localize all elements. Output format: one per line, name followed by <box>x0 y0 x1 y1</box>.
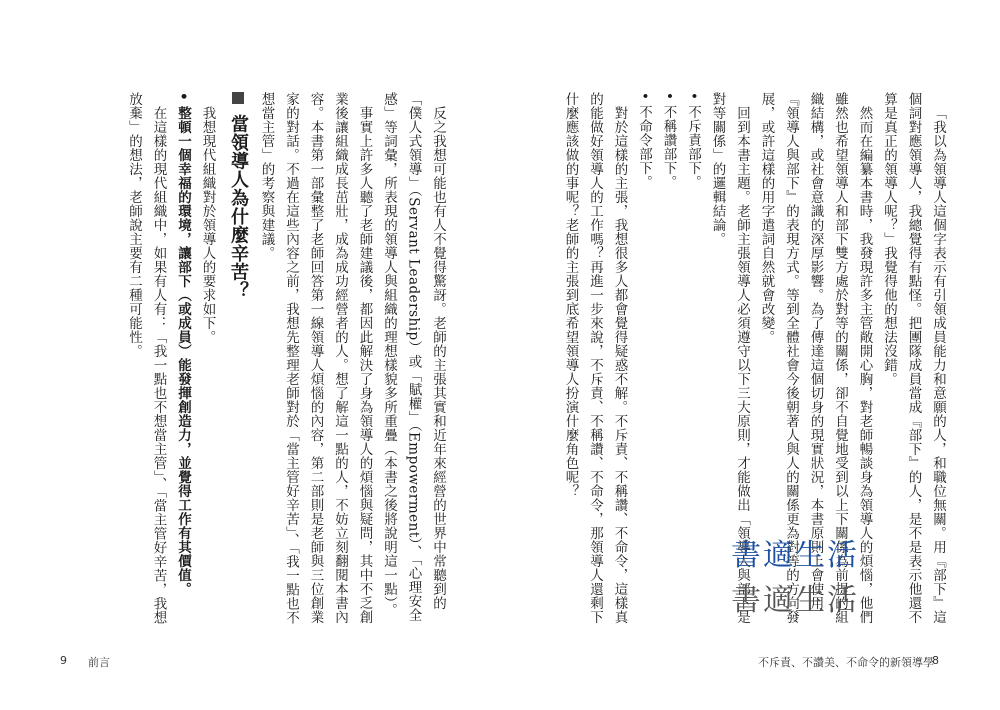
watermark-logo: 書適生活 <box>731 538 859 573</box>
list-item: • 整頓一個幸福的環境，讓部下（或成員）能發揮創造力，並覺得工作有其價值。 <box>175 92 191 597</box>
paragraph: 然而在編纂本書時，我發現許多主管敞開心胸，對老師暢談身為領導人的煩惱，他們雖然也希望領導人和部下雙方處於對等的關係，卻不自覺地受到以上下關係為前提的組織結構，或社會意識的深厚影響。為了傳達這個切身的現實狀況，本書原則上會使用『領導人與部下』的表現方式。等到全體社會今後朝著人與人的關係更為對等的方向發展，或許這樣的用字遣詞自然就會改變。 <box>758 92 873 624</box>
watermark-logo-shadow: 書適生活 <box>731 583 859 618</box>
list-item: • 不稱讚部下。 <box>660 92 677 190</box>
paragraph: 反之我想可能也有人不覺得驚訝。老師的主張其實和近年來經營的世界中常聽到的「僕人式領導」（Servant Leadership）或「賦權」（Empowerment）、「心理安全感」等詞彙，所表現的領導人與組織的理想樣貌多所重疊（本書之後將說明這一點）。 <box>381 92 446 623</box>
list-item: • 不斥責部下。 <box>685 92 701 190</box>
paragraph: 事實上許多人聽了老師建議後，都因此解決了身為領導人的煩惱與疑問，其中不乏創業後讓組織成長茁壯，成為成功經營者的人。想了解這一點的人，不妨立刻翻閱本書內容。本書第一部彙整了老師回答第一線領導人煩惱的內容，第二部則是老師與三位創業家的對話。不過在這些內容之前，我想先整理老師對於「當主管好辛苦」、「我一點也不想當主管」的考察與建議。 <box>258 92 373 625</box>
paragraph: 對於這樣的主張，我想很多人都會覺得疑惑不解。不斥責、不稱讚、不命令，這樣真的能做好領導人的工作嗎？再進一步來說，不斥責、不稱讚、不命令，那領導人還剩下什麼應該做的事呢？老師的主張到底希望領導人扮演什麼角色呢？ <box>562 92 628 624</box>
running-title: 不斥責、不讚美、不命令的新領導學 <box>758 656 934 669</box>
running-title: 前言 <box>88 656 110 669</box>
square-bullet-icon <box>232 92 244 104</box>
page-number: 9 <box>60 654 67 667</box>
list-item: • 不命令部下。 <box>636 92 652 190</box>
left-page-body <box>122 92 451 627</box>
paragraph: 在這樣的現代組織中，如果有人有：「我一點也不想當主管」、「當主管好辛苦，我想放棄」的想法，老師說主要有二種可能性。 <box>126 92 167 624</box>
page-number: 8 <box>932 654 939 667</box>
paragraph: 「我以為領導人這個字表示有引領成員能力和意願的人，和職位無關。用『部下』這個詞對應領導人，我總覺得有點怪。把團隊成員當成『部下』的人，是不是表示他還不算是真正的領導人呢？」我覺得他的想法沒錯。 <box>881 92 946 624</box>
paragraph: 回到本書主題。老師主張領導人必須遵守以下三大原則，才能做出「領導人與部下是對等關係」的邏輯結論。 <box>709 92 750 624</box>
section-heading: 當領導人為什麼辛苦？ <box>226 92 251 627</box>
paragraph: 我想現代組織對於領導人的要求如下。 <box>199 105 216 344</box>
